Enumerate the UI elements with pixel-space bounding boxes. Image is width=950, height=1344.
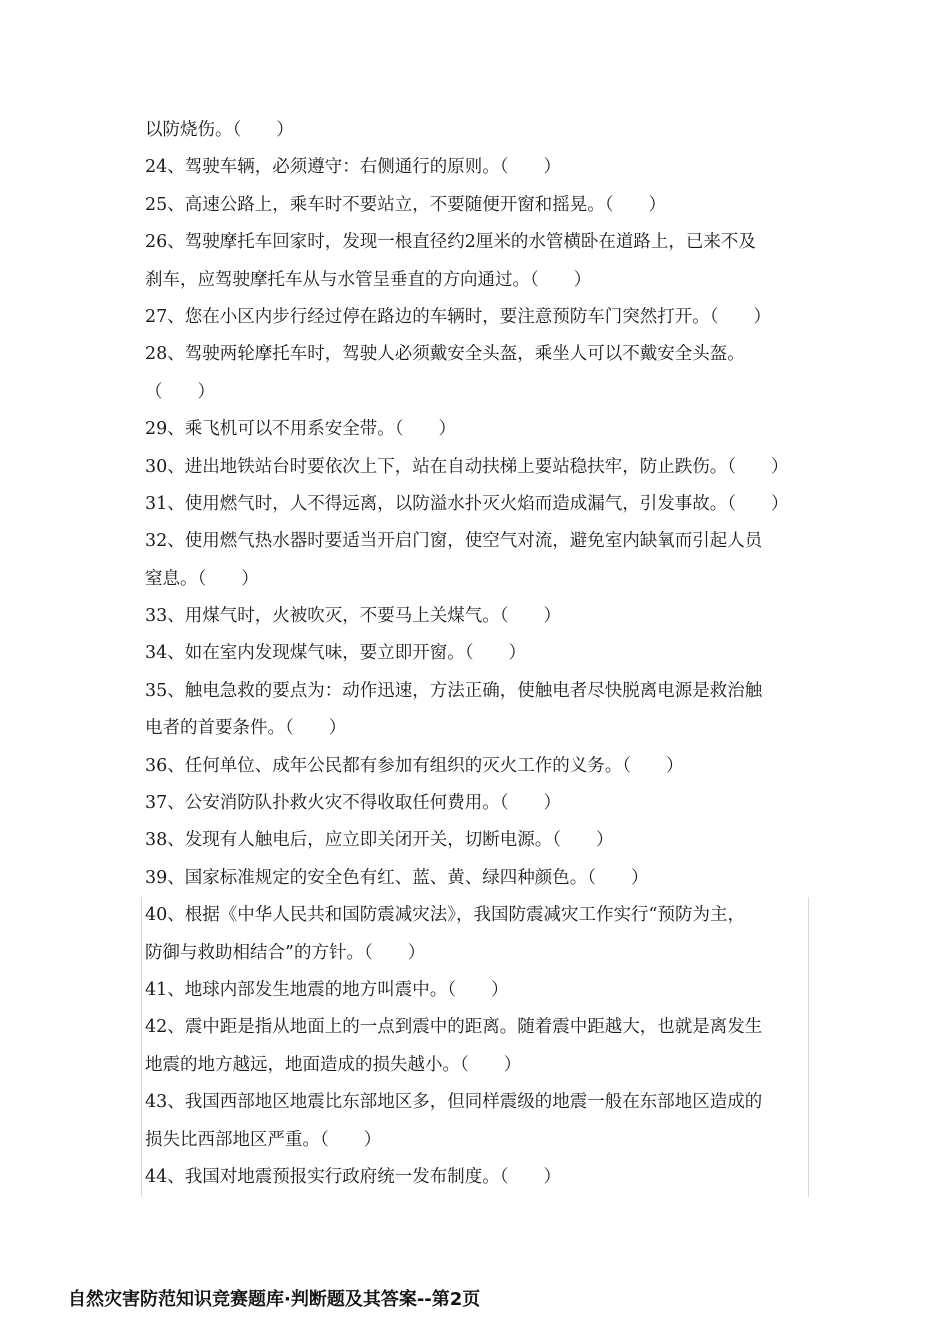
- question-28: 28、驾驶两轮摩托车时，驾驶人必须戴安全头盔，乘坐人可以不戴安全头盔。: [145, 344, 745, 365]
- question-34: 34、如在室内发现煤气味，要立即开窗。（ ）: [145, 643, 527, 664]
- question-42-cont: 地震的地方越远，地面造成的损失越小。（ ）: [145, 1054, 522, 1075]
- question-26-cont: 刹车，应驾驶摩托车从与水管呈垂直的方向通过。（ ）: [145, 269, 592, 290]
- question-27: 27、您在小区内步行经过停在路边的车辆时，要注意预防车门突然打开。（ ）: [145, 306, 772, 327]
- question-24: 24、驾驶车辆，必须遵守：右侧通行的原则。（ ）: [145, 157, 562, 178]
- left-border-rule: [141, 897, 142, 1197]
- question-38: 38、发现有人触电后，应立即关闭开关，切断电源。（ ）: [145, 830, 614, 851]
- question-25: 25、高速公路上，乘车时不要站立，不要随便开窗和摇晃。（ ）: [145, 194, 667, 215]
- question-39: 39、国家标准规定的安全色有红、蓝、黄、绿四种颜色。（ ）: [145, 867, 649, 888]
- right-border-rule: [808, 897, 809, 1197]
- question-33: 33、用煤气时，火被吹灭，不要马上关煤气。（ ）: [145, 606, 562, 627]
- question-32-cont: 窒息。（ ）: [145, 568, 259, 589]
- question-43: 43、我国西部地区地震比东部地区多，但同样震级的地震一般在东部地区造成的: [145, 1092, 763, 1113]
- question-44: 44、我国对地震预报实行政府统一发布制度。（ ）: [145, 1166, 562, 1187]
- question-40-cont: 防御与救助相结合”的方针。（ ）: [145, 942, 426, 963]
- question-30: 30、进出地铁站台时要依次上下，站在自动扶梯上要站稳扶牢，防止跌伤。（ ）: [145, 456, 789, 477]
- question-28-cont: （ ）: [145, 381, 215, 402]
- question-31: 31、使用燃气时，人不得远离，以防溢水扑灭火焰而造成漏气，引发事故。（ ）: [145, 493, 789, 514]
- question-32: 32、使用燃气热水器时要适当开启门窗，使空气对流，避免室内缺氧而引起人员: [145, 531, 763, 552]
- page-footer: 自然灾害防范知识竞赛题库·判断题及其答案--第2页: [68, 1289, 481, 1310]
- question-35-cont: 电者的首要条件。（ ）: [145, 718, 347, 739]
- question-36: 36、任何单位、成年公民都有参加有组织的灭火工作的义务。（ ）: [145, 755, 684, 776]
- question-list: [145, 112, 810, 1196]
- question-29: 29、乘飞机可以不用系安全带。（ ）: [145, 419, 457, 440]
- question-41: 41、地球内部发生地震的地方叫震中。（ ）: [145, 979, 509, 1000]
- text-line: 以防烧伤。（ ）: [145, 120, 294, 140]
- question-40: 40、根据《中华人民共和国防震减灾法》，我国防震减灾工作实行“预防为主，: [145, 905, 745, 926]
- question-37: 37、公安消防队扑救火灾不得收取任何费用。（ ）: [145, 793, 562, 814]
- question-43-cont: 损失比西部地区严重。（ ）: [145, 1129, 382, 1150]
- question-26: 26、驾驶摩托车回家时，发现一根直径约2厘米的水管横卧在道路上，已来不及: [145, 232, 756, 253]
- question-35: 35、触电急救的要点为：动作迅速，方法正确，使触电者尽快脱离电源是救治触: [145, 680, 763, 701]
- question-42: 42、震中距是指从地面上的一点到震中的距离。随着震中距越大，也就是离发生: [145, 1017, 763, 1038]
